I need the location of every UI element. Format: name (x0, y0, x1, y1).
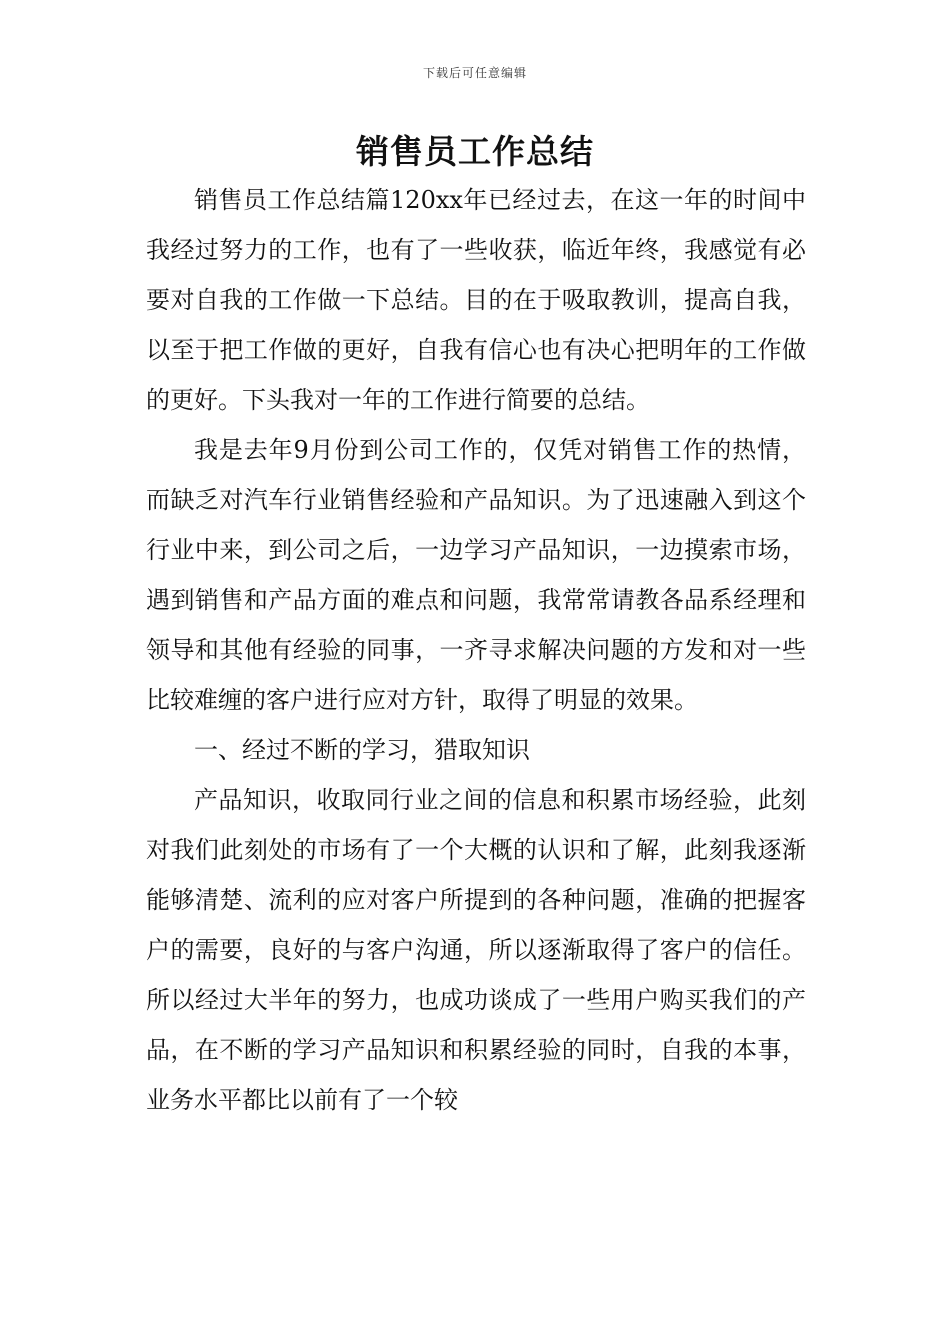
paragraph-product-knowledge: 产品知识，收取同行业之间的信息和积累市场经验，此刻对我们此刻处的市场有了一个大概的认识和了解，此刻我逐渐能够清楚、流利的应对客户所提到的各种问题，准确的把握客户的需要，良好的与客户沟通，所以逐渐取得了客户的信任。所以经过大半年的努力，也成功谈成了一些用户购买我们的产品，在不断的学习产品知识和积累经验的同时，自我的本事，业务水平都比以前有了一个较 (146, 786, 806, 1114)
paragraph-background: 我是去年9月份到公司工作的，仅凭对销售工作的热情，而缺乏对汽车行业销售经验和产品知识。为了迅速融入到这个行业中来，到公司之后，一边学习产品知识，一边摸索市场，遇到销售和产品方面的难点和问题，我常常请教各品系经理和领导和其他有经验的同事，一齐寻求解决问题的方发和对一些比较难缠的客户进行应对方针，取得了明显的效果。 (146, 436, 806, 714)
paragraph-intro: 销售员工作总结篇120xx年已经过去，在这一年的时间中我经过努力的工作，也有了一些收获，临近年终，我感觉有必要对自我的工作做一下总结。目的在于吸取教训，提高自我，以至于把工作做的更好，自我有信心也有决心把明年的工作做的更好。下头我对一年的工作进行简要的总结。 (146, 186, 806, 414)
document-body (146, 175, 806, 1125)
section-heading-learning: 一、经过不断的学习，猎取知识 (194, 736, 530, 764)
header-note: 下载后可任意编辑 (422, 66, 527, 80)
document-title: 销售员工作总结 (356, 132, 594, 171)
